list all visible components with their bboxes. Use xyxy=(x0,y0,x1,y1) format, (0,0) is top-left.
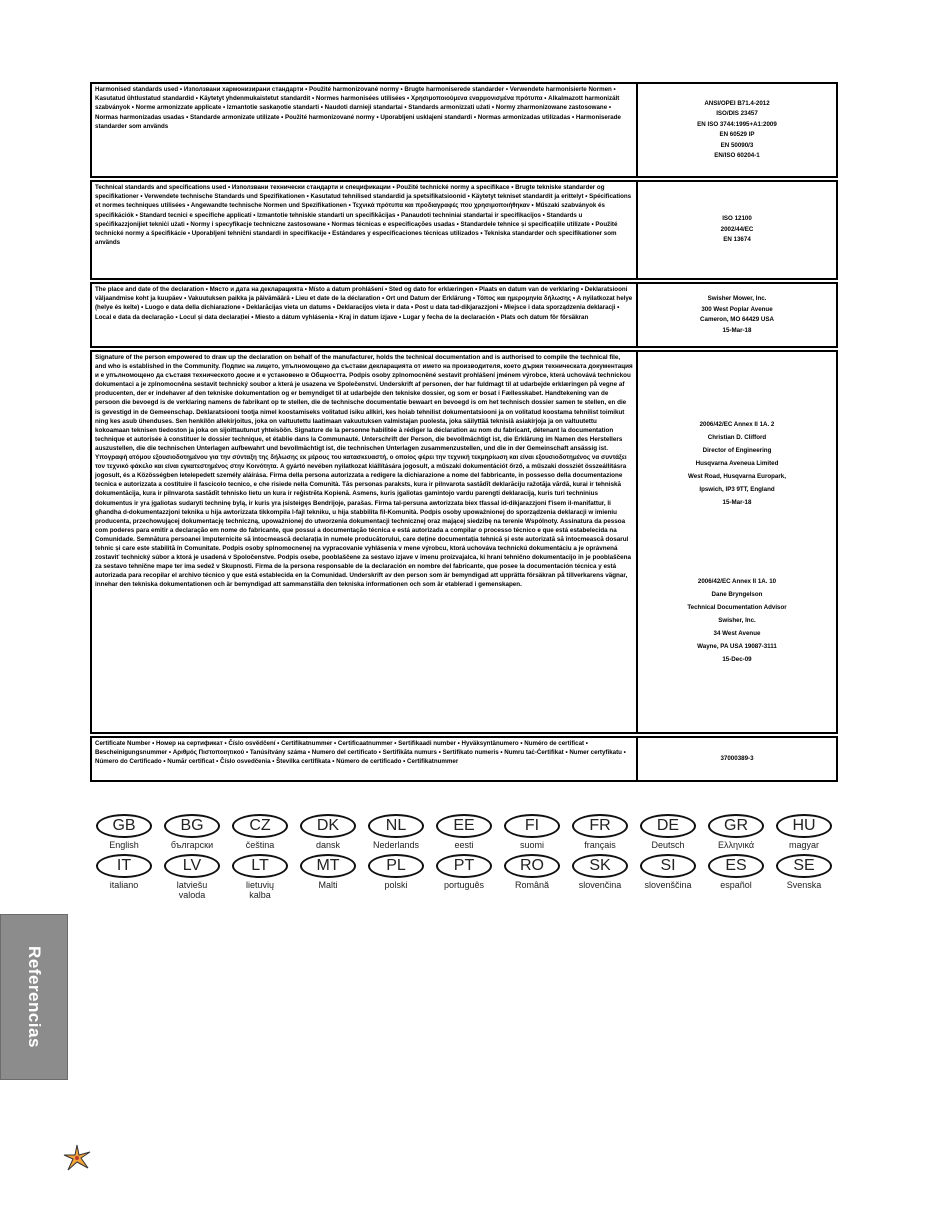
signatory-block-1 xyxy=(688,418,786,509)
language-name: latviešu valoda xyxy=(176,880,208,900)
language-code: SE xyxy=(776,854,832,878)
signatory-date: 15-Mar-18 xyxy=(722,499,752,506)
standard-value: EN 60529 IP xyxy=(719,131,755,138)
language-badge-sk xyxy=(566,854,634,900)
language-code: FI xyxy=(504,814,560,838)
standard-value: EN/ISO 60204-1 xyxy=(714,152,760,159)
language-code: CZ xyxy=(232,814,288,838)
language-badge-fi xyxy=(498,814,566,850)
language-code: LV xyxy=(164,854,220,878)
language-code: FR xyxy=(572,814,628,838)
certificate-row xyxy=(90,736,838,782)
signatory-line: West Road, Husqvarna Europark, xyxy=(688,473,786,480)
harmonised-standards-label: Harmonised standards used • Използвани хармонизирани стандарти • Použité harmonizované normy • Brugte harmoniserede standarder • Verwendete harmonisierte Normen • Kasutatud ühtlustatud standardid • Käytetyt yhdenmukaistetut standardit • Normes harmonisées utilisées • Χρησιμοποιούμενα εναρμονισμένα πρότυπα • Alkalmazott harmonizált szabványok • Norme armonizzate applicate • Izmantotie saskaņotie standarti • Naudoti darnieji standartai • Standards armonizzati użati • Normy zharmonizowane zastosowane • Normas harmonizadas usadas • Standarde armonizate utilizate • Použité harmonizované normy • Uporabljeni usklajeni standardi • Normas armonizadas utilizadas • Harmoniserade standarder som används xyxy=(92,84,638,176)
standard-value: 2002/44/EC xyxy=(720,225,754,233)
star-burst-icon xyxy=(62,1143,92,1173)
language-code: GR xyxy=(708,814,764,838)
signatory-line: Wayne, PA USA 19087-3111 xyxy=(697,643,777,650)
language-badge-mt xyxy=(294,854,362,900)
signatory-line: Husqvarna Aveneua Limited xyxy=(695,460,779,467)
language-badge-se xyxy=(770,854,838,900)
language-code: RO xyxy=(504,854,560,878)
language-badge-ee xyxy=(430,814,498,850)
signatory-name: Christian D. Clifford xyxy=(707,434,767,441)
place-date-label: The place and date of the declaration • Място и дата на декларацията • Místo a datum prohlášení • Sted og dato for erklæringen • Plaats en datum van de verklaring • Deklaratsiooni väljaandmise koht ja kuupäev • Vakuutuksen paikka ja päivämäärä • Lieu et date de la déclaration • Ort und Datum der Erklärung • Τόπος και ημερομηνία δήλωσης • A nyilatkozat helye (helye és kelte) • Luogo e data della dichiarazione • Deklarācijas vieta un datums • Deklaracijos vieta ir data • Post u data tad-dikjarazzjoni • Miejsce i data sporządzenia deklaracji • Local e data da declaração • Locul și data declarației • Miesto a dátum vyhlásenia • Kraj in datum izjave • Lugar y fecha de la declaración • Plats och datum för försäkran xyxy=(92,284,638,346)
signatory-line: 2006/42/EC Annex II 1A. 2 xyxy=(699,421,775,428)
signatory-date: 15-Dec-09 xyxy=(722,656,752,663)
declaration-date: 15-Mar-18 xyxy=(722,326,752,334)
section-side-tab xyxy=(0,914,68,1080)
language-code: SI xyxy=(640,854,696,878)
signatory-line: Technical Documentation Advisor xyxy=(687,604,787,611)
language-code: LT xyxy=(232,854,288,878)
address-line: Cameron, MO 64429 USA xyxy=(700,316,774,323)
language-name: Svenska xyxy=(786,880,822,890)
standard-value: EN ISO 3744:1995+A1:2009 xyxy=(697,120,777,128)
language-name: English xyxy=(109,840,139,850)
language-name: italiano xyxy=(109,880,139,890)
language-code: IT xyxy=(96,854,152,878)
language-name: português xyxy=(443,880,485,890)
language-name: français xyxy=(584,840,616,850)
language-name: magyar xyxy=(788,840,819,850)
signatory-name: Dane Bryngelson xyxy=(711,591,763,598)
certificate-label: Certificate Number • Номер на сертификат • Číslo osvědčení • Certifikatnummer • Certificaatnummer • Sertifikaadi number • Hyväksyntänumero • Numéro de certificat • Bescheinigungsnummer • Αριθμός Πιστοποιητικού • Tanúsítvány száma • Numero del certificato • Sertifikāta numurs • Sertifikato numeris • Numru taċ-Ċertifikat • Numer certyfikatu • Número do Certificado • Număr certificat • Číslo osvedčenia • Številka certifikata • Número de certificado • Certifikatnummer xyxy=(92,738,638,780)
signatory-line: Swisher, Inc. xyxy=(718,617,756,624)
language-badge-dk xyxy=(294,814,362,850)
place-date-values xyxy=(638,284,836,346)
language-code: EE xyxy=(436,814,492,838)
language-badge-ro xyxy=(498,854,566,900)
language-badge-lv xyxy=(158,854,226,900)
language-badge-de xyxy=(634,814,702,850)
language-name: dansk xyxy=(315,840,341,850)
certificate-values xyxy=(638,738,836,780)
technical-standards-values xyxy=(638,182,836,278)
language-row-2 xyxy=(90,854,838,900)
language-name: български xyxy=(170,840,214,850)
address-line: 300 West Poplar Avenue xyxy=(701,305,773,313)
language-badge-es xyxy=(702,854,770,900)
signatory-line: 2006/42/EC Annex II 1A. 10 xyxy=(697,578,777,585)
place-date-row xyxy=(90,282,838,348)
language-name: Deutsch xyxy=(651,840,685,850)
language-name: čeština xyxy=(245,840,275,850)
language-badge-bg xyxy=(158,814,226,850)
language-badge-pt xyxy=(430,854,498,900)
language-row-1 xyxy=(90,814,838,850)
language-name: español xyxy=(720,880,752,890)
language-code: GB xyxy=(96,814,152,838)
language-name: slovenščina xyxy=(644,880,692,890)
address-line: Swisher Mower, Inc. xyxy=(707,295,767,302)
language-badge-gb xyxy=(90,814,158,850)
signatory-block-2 xyxy=(687,575,786,666)
language-code: MT xyxy=(300,854,356,878)
language-name: polski xyxy=(384,880,408,890)
side-tab-label: Referencias xyxy=(25,946,44,1048)
signatory-line: Director of Engineering xyxy=(702,447,772,454)
language-badge-nl xyxy=(362,814,430,850)
certificate-number: 37000389-3 xyxy=(720,754,754,762)
signature-values xyxy=(638,352,836,732)
language-name: slovenčina xyxy=(578,880,622,890)
language-name: Ελληνικά xyxy=(717,840,755,850)
standard-value: ISO 12100 xyxy=(722,215,752,223)
language-code: NL xyxy=(368,814,424,838)
language-code: HU xyxy=(776,814,832,838)
language-badge-hu xyxy=(770,814,838,850)
language-badge-lt xyxy=(226,854,294,900)
technical-standards-row xyxy=(90,180,838,280)
standard-value: ISO/DIS 23457 xyxy=(716,110,758,117)
language-name: lietuvių kalba xyxy=(245,880,274,900)
language-badge-gr xyxy=(702,814,770,850)
language-code: BG xyxy=(164,814,220,838)
language-name: Malti xyxy=(318,880,338,890)
signatory-line: Ipswich, IP3 9TT, England xyxy=(699,486,775,493)
signatory-line: 34 West Avenue xyxy=(713,630,761,637)
language-code: DK xyxy=(300,814,356,838)
language-badge-it xyxy=(90,854,158,900)
language-code: PT xyxy=(436,854,492,878)
technical-standards-label: Technical standards and specifications used • Използвани технически стандарти и спецификации • Použité technické normy a specifikace • Brugte tekniske standarder og specifikationer • Verwendete technische Standards und Spezifikationen • Kasutatud tehnilised standardid ja spetsifikatsioonid • Käytetyt tekniset standardit ja erittelyt • Spécifications et normes techniques utilisées • Angewandte technische Normen und Spezifikationen • Τεχνικά πρότυπα και προδιαγραφές που χρησιμοποιήθηκαν • Műszaki szabványok és specifikációk • Standard tecnici e specifiche applicati • Izmantotie tehniskie standarti un specifikācijas • Panaudoti techniniai standartai ir specifikacijos • Standards u speċifikazzjonijiet tekniċi użati • Normy i specyfikacje techniczne zastosowane • Normas técnicas e especificações usadas • Standardele tehnice și specificațiile utilizate • Použité technické normy a špecifikácie • Uporabljeni tehnični standardi in specifikacije • Estándares y especificaciones técnicas utilizados • Tekniska standarder och specifikationer som används xyxy=(92,182,638,278)
standard-value: EN 50090/3 xyxy=(720,141,754,149)
language-badge-cz xyxy=(226,814,294,850)
standard-value: ANSI/OPEI B71.4-2012 xyxy=(704,99,770,107)
language-code: PL xyxy=(368,854,424,878)
language-code: ES xyxy=(708,854,764,878)
language-code: DE xyxy=(640,814,696,838)
language-badge-si xyxy=(634,854,702,900)
signature-row xyxy=(90,350,838,734)
language-name: Nederlands xyxy=(372,840,420,850)
signature-label: Signature of the person empowered to draw up the declaration on behalf of the manufacturer, holds the technical documentation and is authorised to compile the technical file, and who is established in the Community. Подпис на лицето, упълномощено да състави декларацията от името на производителя, което държи техническата документация и е упълномощено да съставя техническото досие и е установено в Общността. Podpis osoby zplnomocněné sestavit prohlášení jménem výrobce, která uchovává technickou dokumentaci a je zplnomocněna sestavit technický soubor a která je usazena ve Společenství. Underskrift af personen, der har fuldmagt til at udarbejde erklæringen på vegne af producenten, der er indehaver af den tekniske dokumentation og er bemyndiget til at udarbejde den tekniske dossier, og som er bosat i Fællesskabet. Handtekening van de persoon die bevoegd is de verklaring namens de fabrikant op te stellen, die de technische documentatie bewaart en bevoegd is om het technisch dossier samen te stellen, en die is gevestigd in de Gemeenschap. Deklaratsiooni tootja nimel koostamiseks volitatud isiku allkiri, kes hoiab tehnilist dokumentatsiooni ja on volitatud koostama tehnilist toimikut ning kes asub ühenduses. Sen henkilön allekirjoitus, joka on valtuutettu laatimaan vakuutuksen valmistajan puolesta, joka säilyttää teknisiä asiakirjoja ja on valtuutettu kokoamaan teknisen tiedoston ja joka on sijoittautunut yhteisöön. Signature de la personne habilitée à rédiger la déclaration au nom du fabricant, détenant la documentation technique et autorisée à constituer le dossier technique, et établie dans la Communauté. Unterschrift der Person, die bevollmächtigt ist, die Erklärung im Namen des Herstellers auszustellen, die die technischen Unterlagen aufbewahrt und bevollmächtigt ist, die technischen Unterlagen zusammenzustellen, und die in der Gemeinschaft ansässig ist. Υπογραφή ατόμου εξουσιοδοτημένου για την σύνταξη της δήλωσης εκ μέρους του κατασκευαστή, ο οποίος φέρει την τεχνική τεκμηρίωση και είναι εξουσιοδοτημένος να συντάξει τον τεχνικό φάκελο και είναι εγκατεστημένος στην Κοινότητα. A gyártó nevében nyilatkozat kiállítására jogosult, a műszaki dokumentációt őrző, a műszaki dossziét összeállításra jogosult, és a Közösségben letelepedett személy aláírása. Firma della persona autorizzata a redigere la dichiarazione a nome del fabbricante, in possesso della documentazione tecnica e autorizzata a costituire il fascicolo tecnico, e che risiede nella Comunità. Tās personas paraksts, kura ir pilnvarota sastādīt deklarāciju ražotāja vārdā, kurai ir tehniskā dokumentācija, kura ir pilnvarota sastādīt tehnisko lietu un kura ir reģistrēta Kopienā. Asmens, kuris įgaliotas gamintojo vardu parengti deklaraciją, kuris turi techninius dokumentus ir yra įgaliotas sudaryti techninę bylą, ir kuris yra įsisteigęs Bendrijoje, parašas. Firma tal-persuna awtorizzata biex tfassal id-dikjarazzjoni f'isem il-manifattur, li għandha d-dokumentazzjoni teknika u hija awtorizzata tikkompila l-fajl tekniku, u hija stabbilita fil-Komunità. Podpis osoby upoważnionej do sporządzenia deklaracji w imieniu producenta, przechowującej dokumentację techniczną, upoważnionej do utworzenia dokumentacji technicznej oraz mającej siedzibę na terenie Wspólnoty. Assinatura da pessoa com poderes para emitir a declaração em nome do fabricante, que possui a documentação técnica e está autorizada a compilar o processo técnico e que está estabelecida na Comunidade. Semnătura persoanei împuternicite să întocmească declarația în numele producătorului, care deține documentația tehnică și este autorizată să întocmească dosarul tehnic și care este stabilită în Comunitate. Podpis osoby splnomocnenej na vypracovanie vyhlásenia v mene výrobcu, ktorá uchováva technickú dokumentáciu a je oprávnená zostaviť technický súbor a ktorá je usadená v Spoločenstve. Podpis osebe, pooblaščene za sestavo izjave v imenu proizvajalca, ki hrani tehnično dokumentacijo in je pooblaščena za sestavo tehnične mape ter ima sedež v Skupnosti. Firma de la persona responsable de la declaración en nombre del fabricante, que posee la documentación técnica y está autorizada para recopilar el archivo técnico y que está establecida en la Comunidad. Underskrift av den person som är bemyndigad att upprätta försäkran på tillverkarens vägnar, innehar den tekniska dokumentationen och är bemyndigad att sammanställa den tekniska informationen och som är etablerad i gemenskapen. xyxy=(92,352,638,732)
harmonised-standards-row xyxy=(90,82,838,178)
language-name: Română xyxy=(514,880,550,890)
language-name: eesti xyxy=(454,840,474,850)
language-badge-pl xyxy=(362,854,430,900)
language-badge-fr xyxy=(566,814,634,850)
language-name: suomi xyxy=(519,840,544,850)
language-code: SK xyxy=(572,854,628,878)
harmonised-standards-values xyxy=(638,84,836,176)
standard-value: EN 13674 xyxy=(723,236,751,244)
